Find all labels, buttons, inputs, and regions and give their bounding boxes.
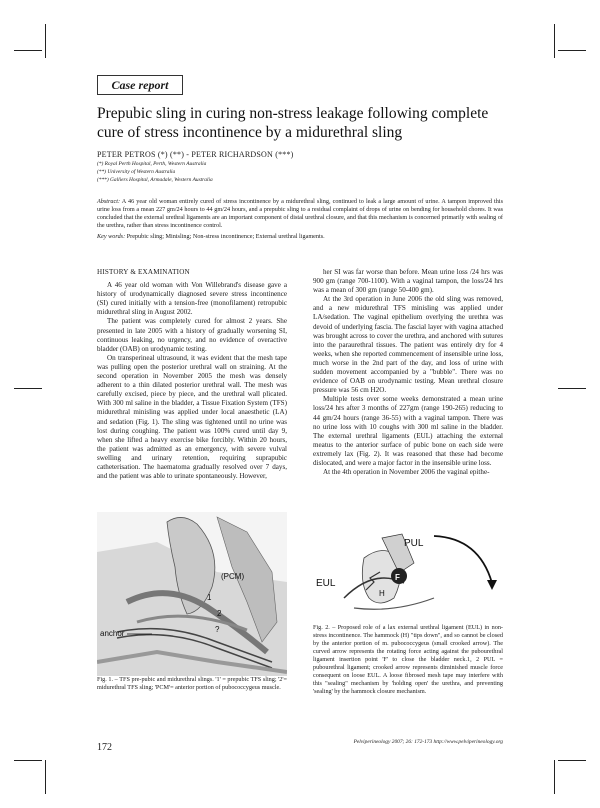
crop-mark bbox=[45, 760, 46, 794]
figure-2-label-pul: PUL bbox=[404, 538, 424, 549]
figure-1-label-anchor: anchor bbox=[100, 629, 125, 638]
figure-1-label-1: 1 bbox=[207, 593, 212, 602]
abstract-text: A 46 year old woman entirely cured of stress incontinence by a midurethral sling, continued to leak a large amount of urine. A tampon improved this urine loss from a mean 227 gm/24 hours to 44 gm/24 hours, and a prepubic sling to a residual complaint of drops of urine on bending for household chores. It was concluded that the external urethral ligaments are an important component of distal urethral closure, and that this mechanism is concerned primarily with sealing of the urethra, rather than stress incontinence control. bbox=[97, 198, 503, 229]
body-paragraph: On transperineal ultrasound, it was evident that the mesh tape was pulling open the posterior urethral wall on straining. At the second operation in November 2005 the mesh was densely adherent to a thin dilated posterior urethral wall. The mesh was carefully excised, piece by piece, and the urethral wall plicated. With 300 ml saline in the bladder, a Tissue Fixation System (TFS) midurethral minisling was applied under local anaesthetic (LA) and sedation (Fig. 1). The sling was tightened until no urine was lost during coughing. The patient was 100% cured until day 9, when she lifted a heavy exercise bike forcibly. Within 20 hours, the patient was admitted as an emergency, with severe vulval swelling and urinary retention, requiring suprapubic catheterisation. The haematoma gradually resolved over 7 days, and the patient was able to urinate spontaneously. However, bbox=[97, 353, 287, 481]
affiliation: (**) University of Western Australia bbox=[97, 169, 176, 175]
body-paragraph: At the 3rd operation in June 2006 the old sling was removed, and a new midurethral TFS minisling was applied under LA/sedation. The vaginal epithelium overlying the urethra was devoid of underlying fascia. The fascial layer with vagina attached was brought across to cover the urethra, and anchored with sutures into the paraurethral tissues. The patient was entirely dry for 4 weeks, when she reported commencement of insensible urine loss, much worse in the 2nd part of the day, and loss of urine with sudden movement accompanied by a "bubble". There was no evidence of OAB on urodynamic testing. Mean urethral closure pressure was 56 cm H2O. bbox=[313, 295, 503, 395]
body-column-left bbox=[97, 268, 287, 481]
crop-mark bbox=[14, 388, 42, 389]
body-paragraph: At the 4th operation in November 2006 the vaginal epithe- bbox=[323, 468, 490, 477]
figure-2-label-eul: EUL bbox=[316, 578, 336, 589]
crop-mark bbox=[14, 760, 42, 761]
body-paragraph: The patient was completely cured for almost 2 years. She presented in late 2005 with a history of gradually worsening SI, continuous leaking, no urgency, and no evidence of overactive bladder (OAB) on urodynamic testing. bbox=[97, 317, 287, 353]
abstract-label: Abstract: bbox=[97, 198, 121, 205]
keywords bbox=[97, 233, 503, 241]
crop-mark bbox=[14, 50, 42, 51]
crop-mark bbox=[45, 24, 46, 58]
figure-1-illustration bbox=[97, 512, 287, 676]
crop-mark bbox=[554, 760, 555, 794]
abstract bbox=[97, 198, 503, 230]
figure-2-illustration bbox=[304, 528, 509, 622]
affiliations bbox=[97, 160, 213, 184]
section-heading: HISTORY & EXAMINATION bbox=[97, 268, 190, 276]
journal-citation: Pelviperineology 2007; 26: 172-173 http://www.pelviperineology.org bbox=[353, 739, 503, 745]
page-number: 172 bbox=[97, 742, 112, 753]
figure-2-label-h: H bbox=[379, 589, 385, 598]
crop-mark bbox=[558, 388, 586, 389]
crop-mark bbox=[558, 760, 586, 761]
figure-1-label-question: ? bbox=[215, 625, 220, 634]
author-line: PETER PETROS (*) (**) - PETER RICHARDSON (***) bbox=[97, 150, 294, 159]
keywords-text: Prepubic sling; Minisling; Non-stress incontinence; External urethral ligaments. bbox=[126, 233, 325, 240]
figure-1-caption: Fig. 1. – TFS pre-pubic and midurethral slings. '1' = prepubic TFS sling; '2'= midurethral TFS sling; 'PCM'= anterior portion of pubococcygeus muscle. bbox=[97, 676, 287, 691]
crop-mark bbox=[554, 24, 555, 58]
article-title: Prepubic sling in curing non-stress leakage following complete cure of stress incontinence by a midurethral sling bbox=[97, 105, 489, 141]
crop-mark bbox=[558, 50, 586, 51]
body-column-right bbox=[313, 268, 503, 477]
body-paragraph: A 46 year old woman with Von Willebrand's disease gave a history of urodynamically diagnosed severe stress incontinence (SI) cured initially with a tension-free (monofilament) retropubic midurethral sling in August 2002. bbox=[97, 281, 287, 317]
figure-1-label-2: 2 bbox=[217, 609, 222, 618]
case-report-label: Case report bbox=[97, 75, 183, 95]
keywords-label: Key words: bbox=[97, 233, 126, 240]
affiliation: (*) Royal Perth Hospital, Perth, Western Australia bbox=[97, 161, 207, 167]
figure-2-label-f: F bbox=[395, 573, 400, 582]
body-paragraph: Multiple tests over some weeks demonstrated a mean urine loss/24 hrs after 3 months of 227gm (range 190-265) reducing to 44 gm/24 hours (range 36-55) with a vaginal tampon. There was no urine loss with 10 coughs with 300 ml saline in the bladder. The external urethral ligaments (EUL) attaching the external meatus to the anterior surface of pubic bone on each side were extremely lax (Fig. 2). It was reasoned that these had become dislocated, and were a major factor in the insensible urine loss. bbox=[313, 395, 503, 467]
figure-1-label-pcm: (PCM) bbox=[221, 572, 245, 581]
body-paragraph: her SI was far worse than before. Mean urine loss /24 hrs was 900 gm (range 700-1100). With a vaginal tampon, the loss/24 hrs was a mean of 300 gm (range 50-400 gm). bbox=[313, 268, 503, 295]
affiliation: (***) Galliers Hospital, Armadale, Western Australia bbox=[97, 177, 213, 183]
figure-2-caption: Fig. 2. – Proposed role of a lax external urethral ligament (EUL) in non-stress incontinence. The hammock (H) "tips down", and so cannot be closed by the anterior portion of m. pubococcygeus (small crooked arrow). The curved arrow represents the rotating force acting against the pubourethral ligament insertion point 'F' to close the bladder neck.1, 2 PUL = pubourethral ligament; crooked arrow represents diminished muscle force consequent on loose EUL. A loose fibrosed mesh tape may interfere with this "sealing" mechanism by 'holding open' the urethra, and preventing 'sealing' by the hammock closure mechanism. bbox=[313, 624, 503, 695]
